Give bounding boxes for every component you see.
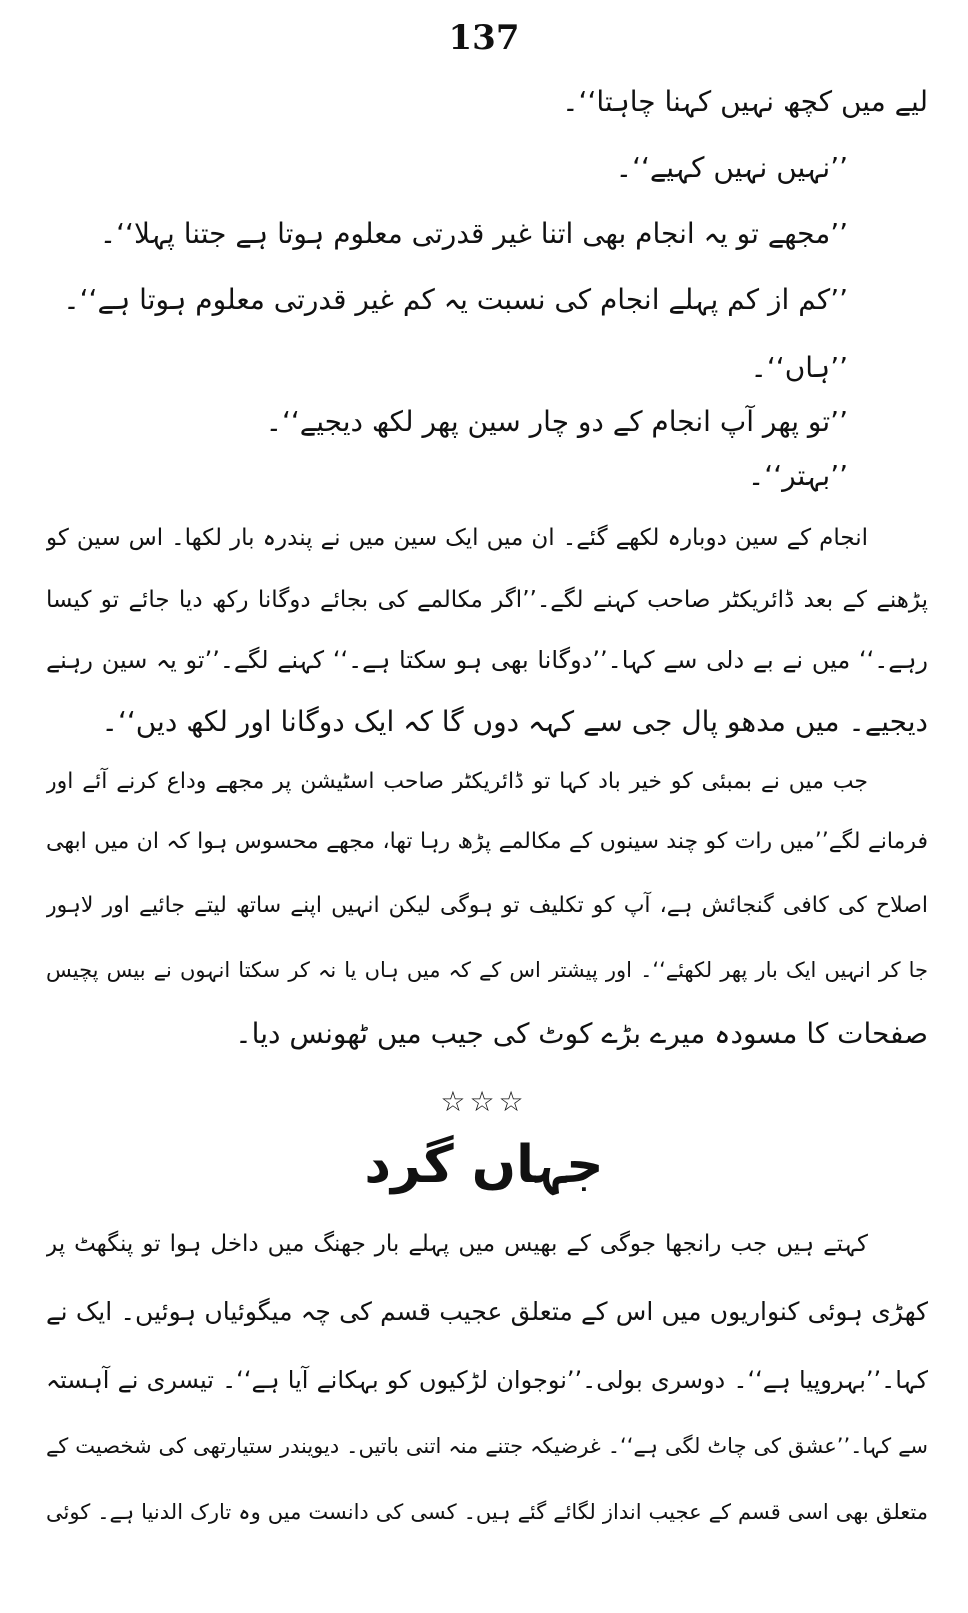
- paragraph-line: کھڑی ہوئی کنواریوں میں اس کے متعلق عجیب قسم کی چہ میگوئیاں ہوئیں۔ ایک نے: [46, 1297, 928, 1326]
- dialogue-line: ’’کم از کم پہلے انجام کی نسبت یہ کم غیر قدرتی معلوم ہوتا ہے‘‘۔: [63, 283, 848, 316]
- dialogue-line: ’’تو پھر آپ انجام کے دو چار سین پھر لکھ دیجیے‘‘۔: [265, 405, 848, 438]
- dialogue-line: ’’نہیں نہیں کہیے‘‘۔: [615, 151, 848, 184]
- paragraph-line: صفحات کا مسودہ میرے بڑے کوٹ کی جیب میں ٹھونس دیا۔: [235, 1017, 928, 1050]
- paragraph-line: انجام کے سین دوبارہ لکھے گئے۔ ان میں ایک سین میں نے پندرہ بار لکھا۔ اس سین کو: [46, 525, 868, 551]
- dialogue-line: لیے میں کچھ نہیں کہنا چاہتا‘‘۔: [562, 85, 928, 118]
- paragraph-line: جب میں نے بمبئی کو خیر باد کہا تو ڈائریکٹر صاحب اسٹیشن پر مجھے وداع کرنے آئے اور: [46, 769, 868, 794]
- paragraph-line: کہتے ہیں جب رانجھا جوگی کے بھیس میں پہلے بار جھنگ میں داخل ہوا تو پنگھٹ پر: [46, 1231, 868, 1257]
- dialogue-line: ’’بہتر‘‘۔: [747, 459, 848, 492]
- section-separator: ☆☆☆: [440, 1085, 528, 1118]
- paragraph-line: رہے۔‘‘ میں نے بے دلی سے کہا۔’’دوگانا بھی ہو سکتا ہے۔‘‘ کہنے لگے۔’’تو یہ سین رہنے: [46, 646, 928, 674]
- paragraph-line: فرمانے لگے’’میں رات کو چند سینوں کے مکالمے پڑھ رہا تھا، مجھے محسوس ہوا کہ ان میں ابھی: [46, 829, 928, 854]
- page-number: 137: [448, 18, 520, 58]
- paragraph-line: اصلاح کی کافی گنجائش ہے، آپ کو تکلیف تو ہوگی لیکن انہیں اپنے ساتھ لیتے جائیے اور لاہور: [46, 893, 928, 918]
- paragraph-line: دیجیے۔ میں مدھو پال جی سے کہہ دوں گا کہ ایک دوگانا اور لکھ دیں‘‘۔: [101, 705, 928, 738]
- dialogue-line: ’’مجھے تو یہ انجام بھی اتنا غیر قدرتی معلوم ہوتا ہے جتنا پہلا‘‘۔: [99, 217, 848, 250]
- paragraph-line: کہا۔’’بہروپیا ہے‘‘۔ دوسری بولی۔’’نوجوان لڑکیوں کو بہکانے آیا ہے‘‘۔ تیسری نے آہستہ: [46, 1366, 928, 1394]
- paragraph-line: سے کہا۔’’عشق کی چاٹ لگی ہے‘‘۔ غرضیکہ جتنے منہ اتنی باتیں۔ دیویندر ستیارتھی کی شخصیت کے: [46, 1434, 928, 1458]
- dialogue-line: ’’ہاں‘‘۔: [750, 351, 848, 384]
- paragraph-line: متعلق بھی اسی قسم کے عجیب انداز لگائے گئے ہیں۔ کسی کی دانست میں وہ تارک الدنیا ہے۔ کوئی: [46, 1500, 928, 1524]
- paragraph-line: پڑھنے کے بعد ڈائریکٹر صاحب کہنے لگے۔’’اگر مکالمے کی بجائے دوگانا رکھ دیا جائے تو کیسا: [46, 587, 928, 613]
- section-heading: جہاں گرد: [364, 1135, 604, 1195]
- paragraph-line: جا کر انہیں ایک بار پھر لکھئے‘‘۔ اور پیشتر اس کے کہ میں ہاں یا نہ کر سکتا انہوں نے بیس پچیس: [46, 958, 928, 982]
